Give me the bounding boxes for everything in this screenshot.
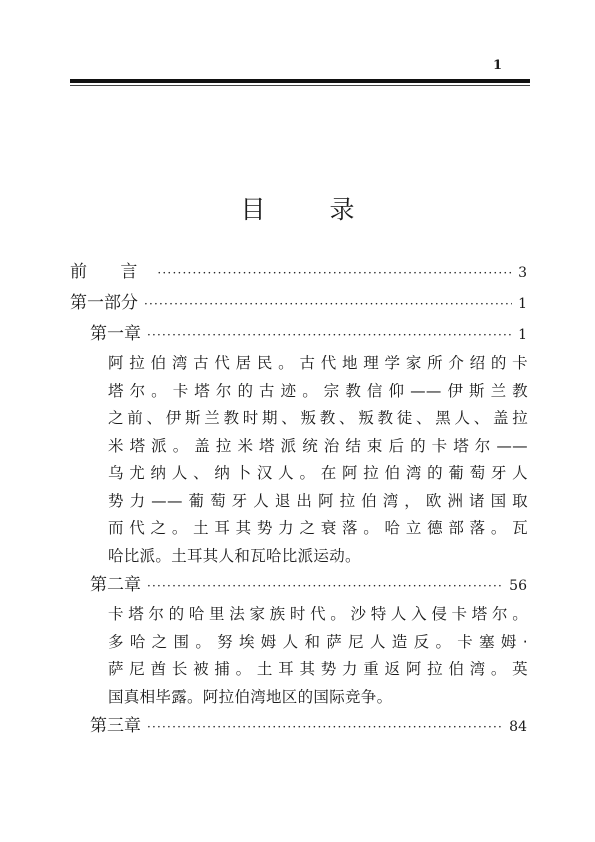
toc-entry-chapter2 bbox=[70, 570, 527, 601]
toc-entry-chapter1 bbox=[70, 319, 527, 350]
summary-line: 而代之。土耳其势力之衰落。哈立德部落。瓦 bbox=[108, 519, 528, 537]
toc-entry-page: 56 bbox=[509, 578, 527, 594]
header-rule-thick bbox=[70, 79, 530, 83]
toc-entry-label: 第一部分 bbox=[70, 293, 138, 313]
summary-line: 萨尼酋长被捕。土耳其势力重返阿拉伯湾。英 bbox=[108, 660, 528, 678]
toc-entry-label: 第二章 bbox=[90, 575, 141, 595]
summary-line: 塔尔。卡塔尔的古迹。宗教信仰——伊斯兰教 bbox=[108, 381, 528, 400]
toc-entry-label: 前 言 bbox=[70, 262, 152, 282]
dot-leader bbox=[144, 289, 512, 320]
toc-entry-page: 1 bbox=[518, 327, 527, 343]
summary-line: 国真相毕露。阿拉伯湾地区的国际竞争。 bbox=[108, 687, 393, 706]
summary-line: 卡塔尔的哈里法家族时代。沙特人入侵卡塔尔。 bbox=[108, 605, 528, 623]
chapter2-summary bbox=[70, 601, 528, 711]
dot-leader bbox=[157, 258, 512, 289]
toc-title: 目 录 bbox=[240, 195, 383, 224]
dot-leader bbox=[147, 320, 512, 351]
toc-entry-label: 第一章 bbox=[90, 324, 141, 344]
table-of-contents bbox=[70, 257, 527, 742]
toc-entry-label: 第三章 bbox=[90, 716, 141, 736]
summary-line: 阿拉伯湾古代居民。古代地理学家所介绍的卡 bbox=[108, 354, 528, 372]
toc-entry-page: 84 bbox=[509, 719, 527, 735]
toc-entry-page: 1 bbox=[518, 296, 527, 312]
toc-entry-chapter3 bbox=[70, 711, 527, 742]
toc-entry-page: 3 bbox=[518, 265, 527, 281]
summary-line: 势力——葡萄牙人退出阿拉伯湾，欧洲诸国取 bbox=[108, 491, 528, 510]
chapter1-summary bbox=[70, 350, 528, 570]
header-rule-thin bbox=[70, 85, 530, 86]
page-number: 1 bbox=[493, 58, 503, 73]
summary-line: 之前、伊斯兰教时期、叛教、叛教徒、黑人、盖拉 bbox=[108, 409, 528, 427]
summary-line: 乌尤纳人、纳卜汉人。在阿拉伯湾的葡萄牙人 bbox=[108, 464, 528, 482]
dot-leader bbox=[147, 571, 503, 602]
toc-entry-preface bbox=[70, 257, 527, 288]
toc-entry-part1 bbox=[70, 288, 527, 319]
summary-line: 哈比派。土耳其人和瓦哈比派运动。 bbox=[108, 546, 361, 565]
dot-leader bbox=[147, 712, 503, 743]
summary-line: 多哈之围。努埃姆人和萨尼人造反。卡塞姆· bbox=[108, 632, 528, 651]
summary-line: 米塔派。盖拉米塔派统治结束后的卡塔尔—— bbox=[108, 436, 528, 455]
